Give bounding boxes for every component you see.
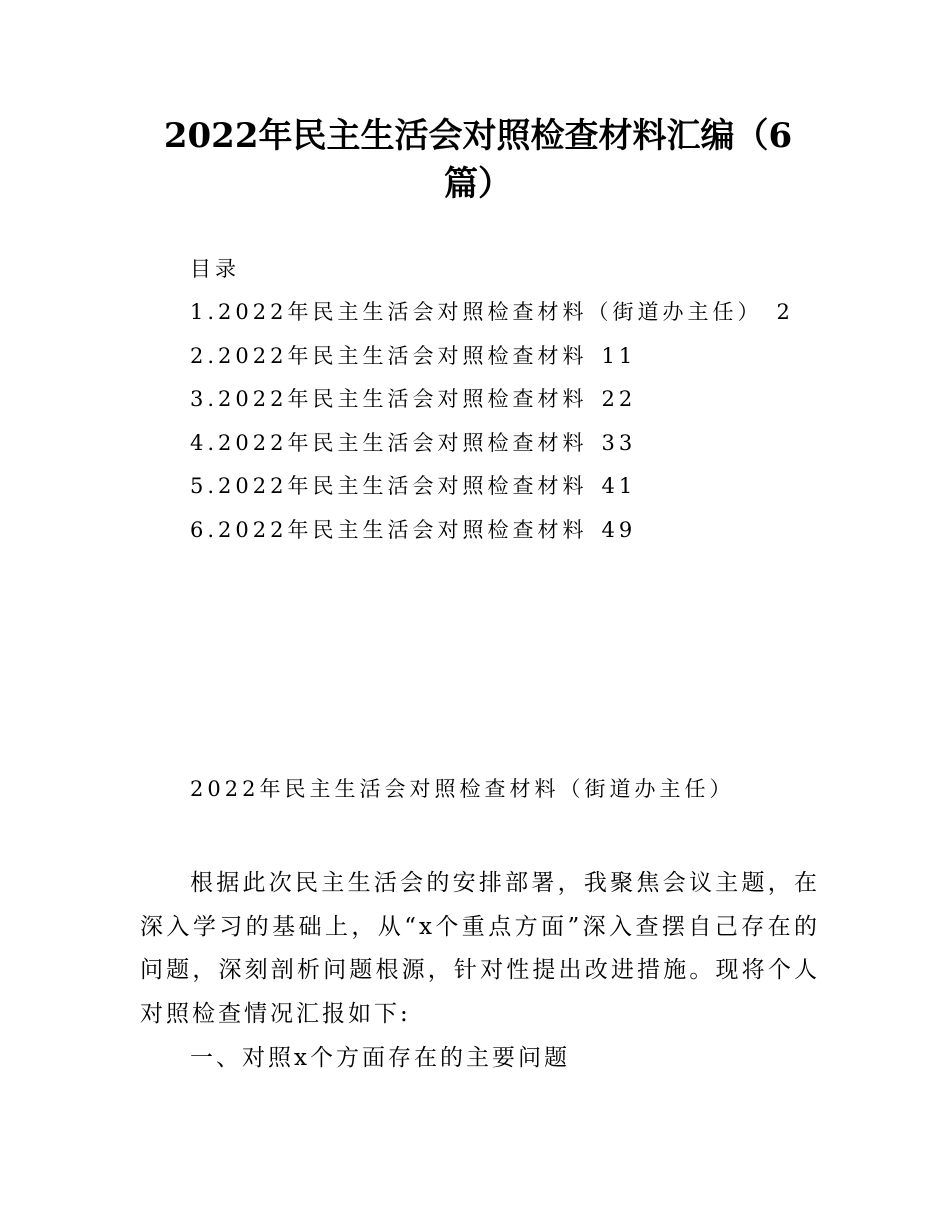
toc-entry[interactable]: [190, 341, 794, 385]
section-title: 2022年民主生活会对照检查材料（街道办主任）: [190, 777, 735, 801]
toc-entry-page: 41: [601, 474, 637, 498]
toc-entry-label: 4.2022年民主生活会对照检查材料: [190, 430, 588, 455]
toc-entry[interactable]: [190, 515, 794, 559]
section-heading-one: 一、对照x个方面存在的主要问题: [190, 1045, 570, 1071]
table-of-contents: [190, 297, 794, 558]
toc-entry[interactable]: [190, 428, 794, 472]
toc-entry[interactable]: [190, 471, 794, 515]
toc-entry-label: 2.2022年民主生活会对照检查材料: [190, 343, 588, 368]
toc-entry[interactable]: [190, 297, 794, 341]
toc-heading: 目录: [190, 257, 240, 281]
toc-entry-page: 22: [601, 387, 637, 411]
body-paragraph: 根据此次民主生活会的安排部署，我聚焦会议主题，在深入学习的基础上，从“x个重点方面”深入查摆自己存在的问题，深刻剖析问题根源，针对性提出改进措施。现将个人对照检查情况汇报如下:: [140, 870, 820, 1027]
toc-entry[interactable]: [190, 384, 794, 428]
toc-entry-page: 11: [601, 343, 637, 368]
toc-entry-label: 1.2022年民主生活会对照检查材料（街道办主任）: [190, 300, 763, 324]
toc-entry-label: 5.2022年民主生活会对照检查材料: [190, 474, 588, 498]
toc-entry-page: 2: [776, 300, 794, 324]
toc-entry-label: 6.2022年民主生活会对照检查材料: [190, 517, 588, 542]
toc-entry-page: 49: [601, 517, 637, 542]
toc-entry-label: 3.2022年民主生活会对照检查材料: [190, 387, 588, 411]
toc-entry-page: 33: [601, 430, 637, 455]
document-title: 2022年民主生活会对照检查材料汇编（6篇）: [163, 116, 793, 204]
